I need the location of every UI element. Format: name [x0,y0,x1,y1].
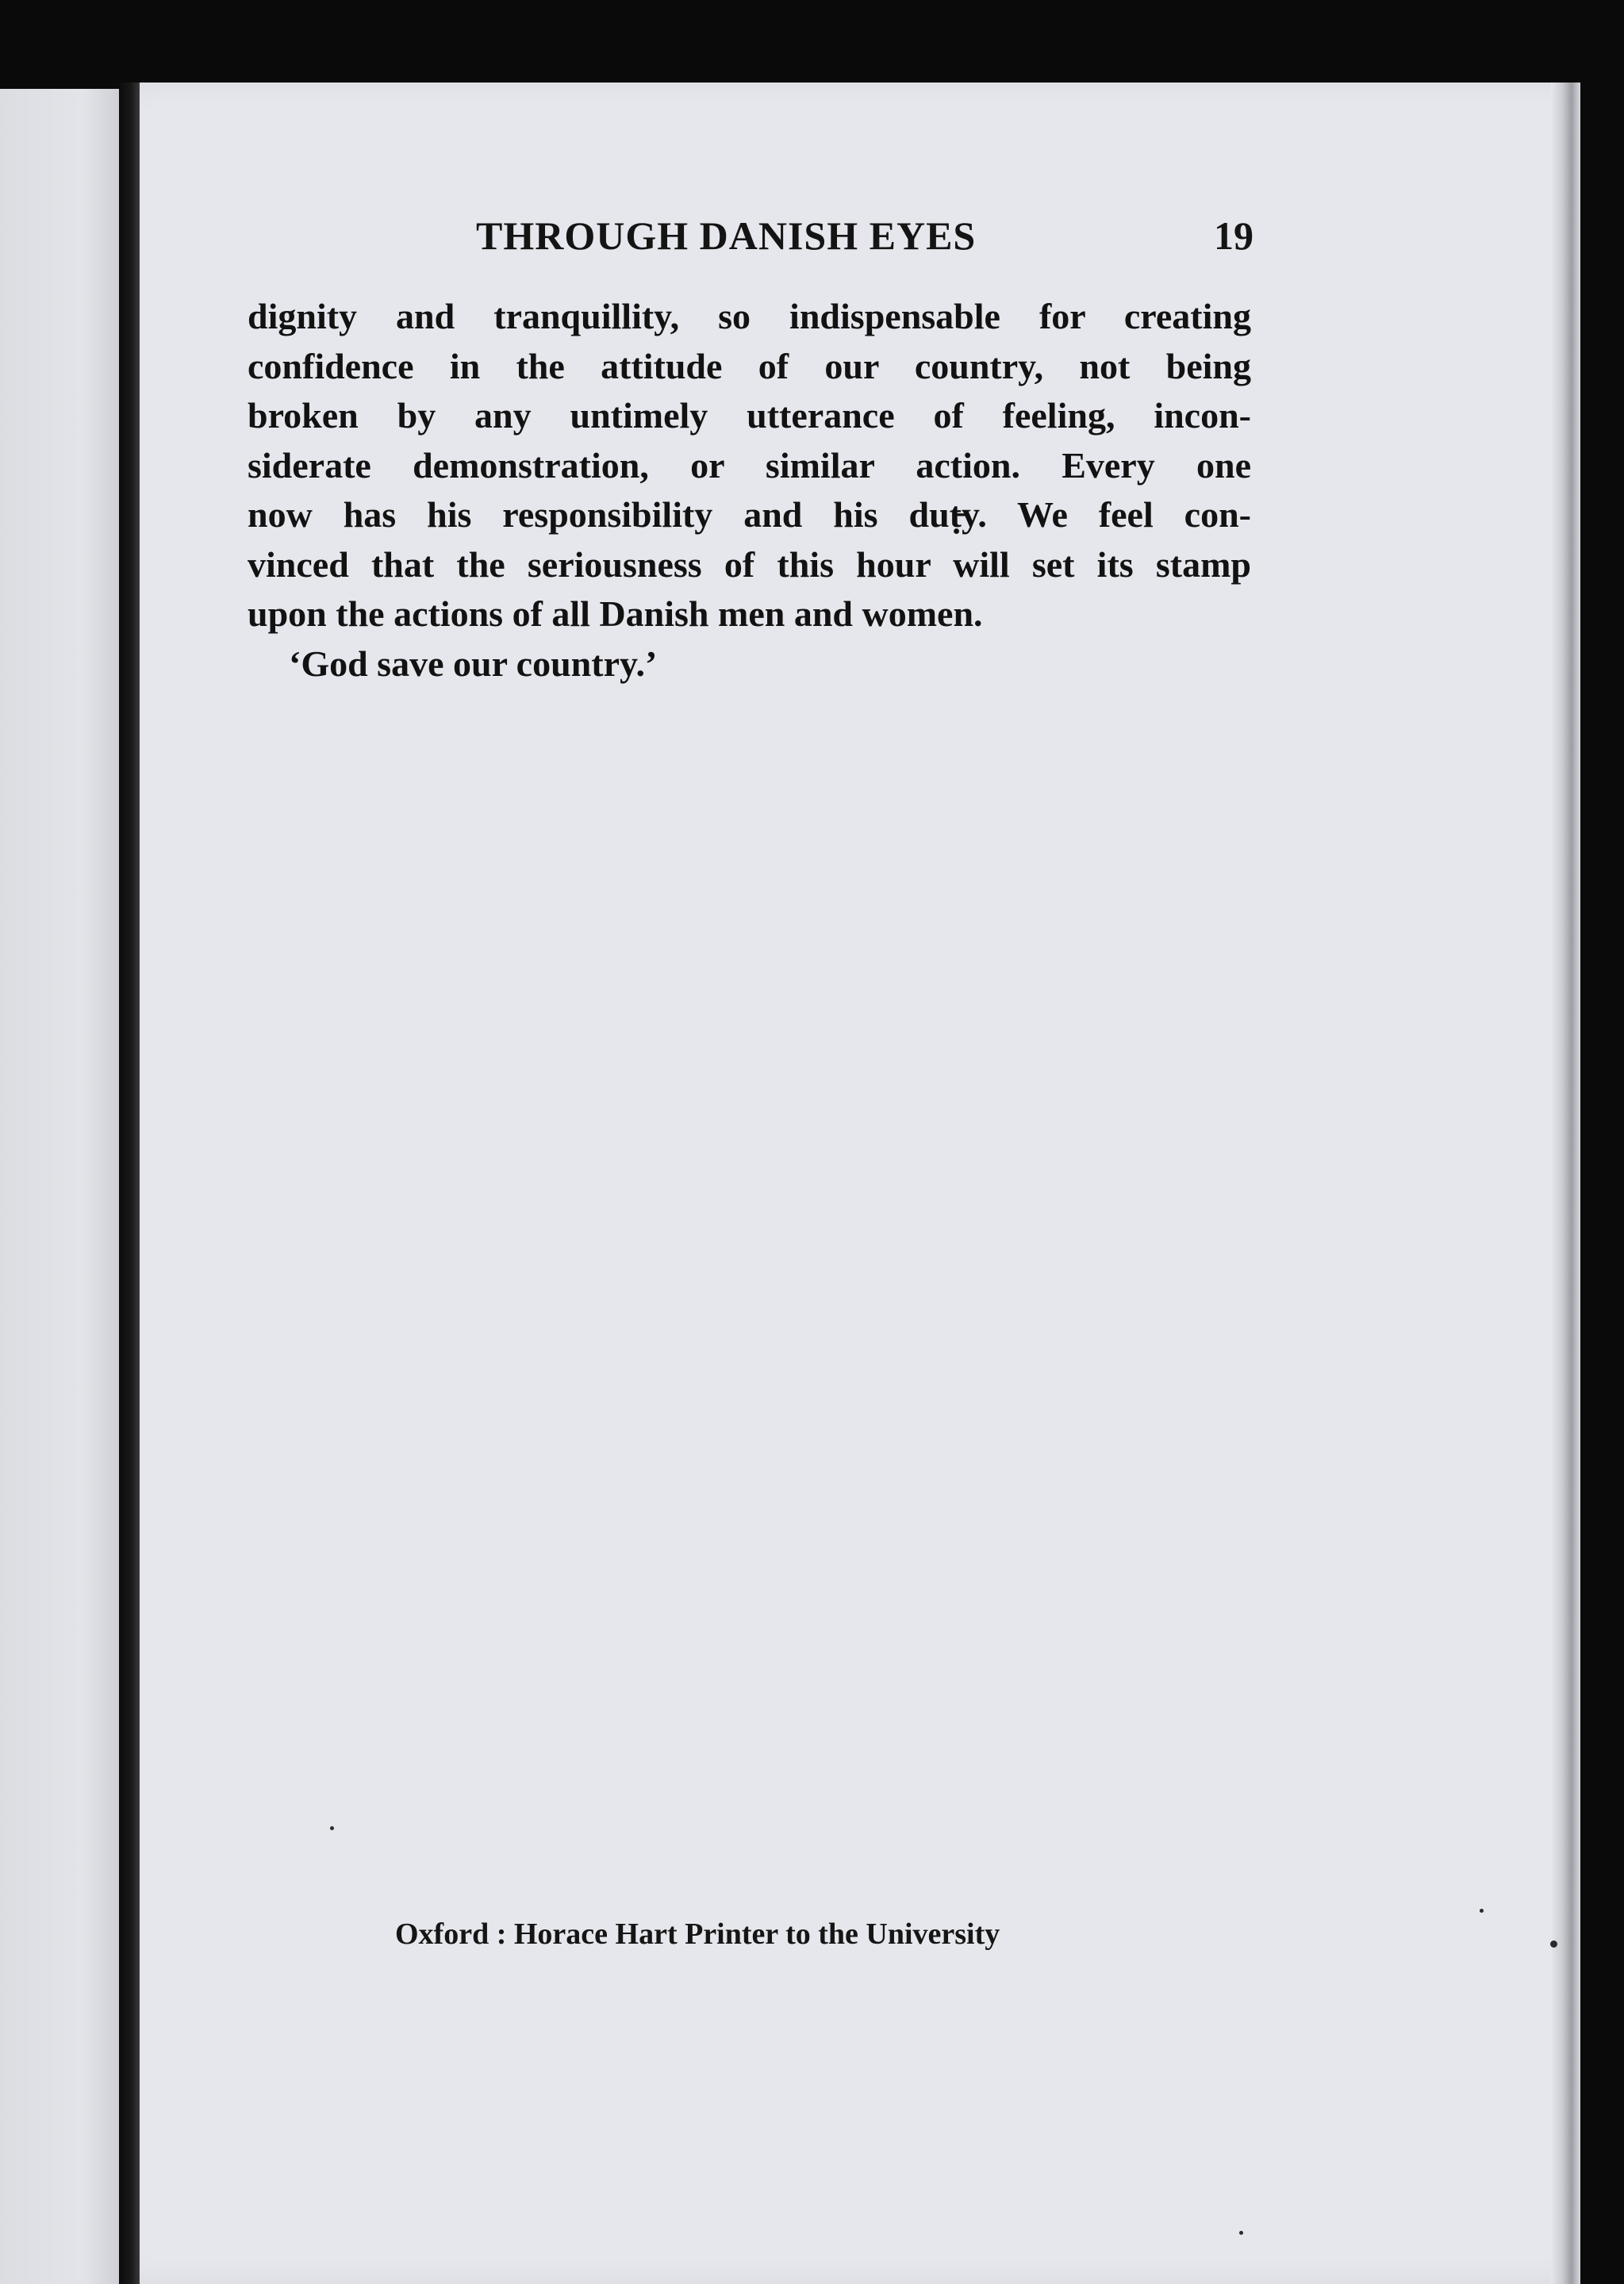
printer-imprint: Oxford : Horace Hart Printer to the University [395,1917,1000,1951]
scan-speck [1480,1909,1484,1913]
scan-speck [1239,2231,1243,2235]
book-spine-shadow [119,83,140,2284]
text-line: now has his responsibility and his duṭ̵y. We feel con- [248,494,1251,535]
text-line: broken by any untimely utterance of feeling, incon- [248,395,1251,436]
text-line: vinced that the seriousness of this hour will set its stamp [248,543,1251,585]
running-head [476,213,1254,268]
text-line: dignity and tranquillity, so indispensable for creating [248,296,1251,336]
closing-quote-line: ‘God save our country.’ [289,643,658,684]
text-line: siderate demonstration, or similar action. Every one [248,444,1251,486]
page-fore-edge [1551,83,1580,2284]
running-head-title: THROUGH DANISH EYES [476,213,977,258]
text-line: upon the actions of all Danish men and women. [248,593,983,634]
scan-border-right [1580,0,1624,2284]
page-number: 19 [1214,213,1254,258]
scan-speck [1550,1940,1557,1948]
text-line: confidence in the attitude of our country, not being [248,345,1251,386]
body-text [248,292,1251,689]
facing-page-edge [0,89,119,2284]
scan-speck [330,1826,334,1830]
